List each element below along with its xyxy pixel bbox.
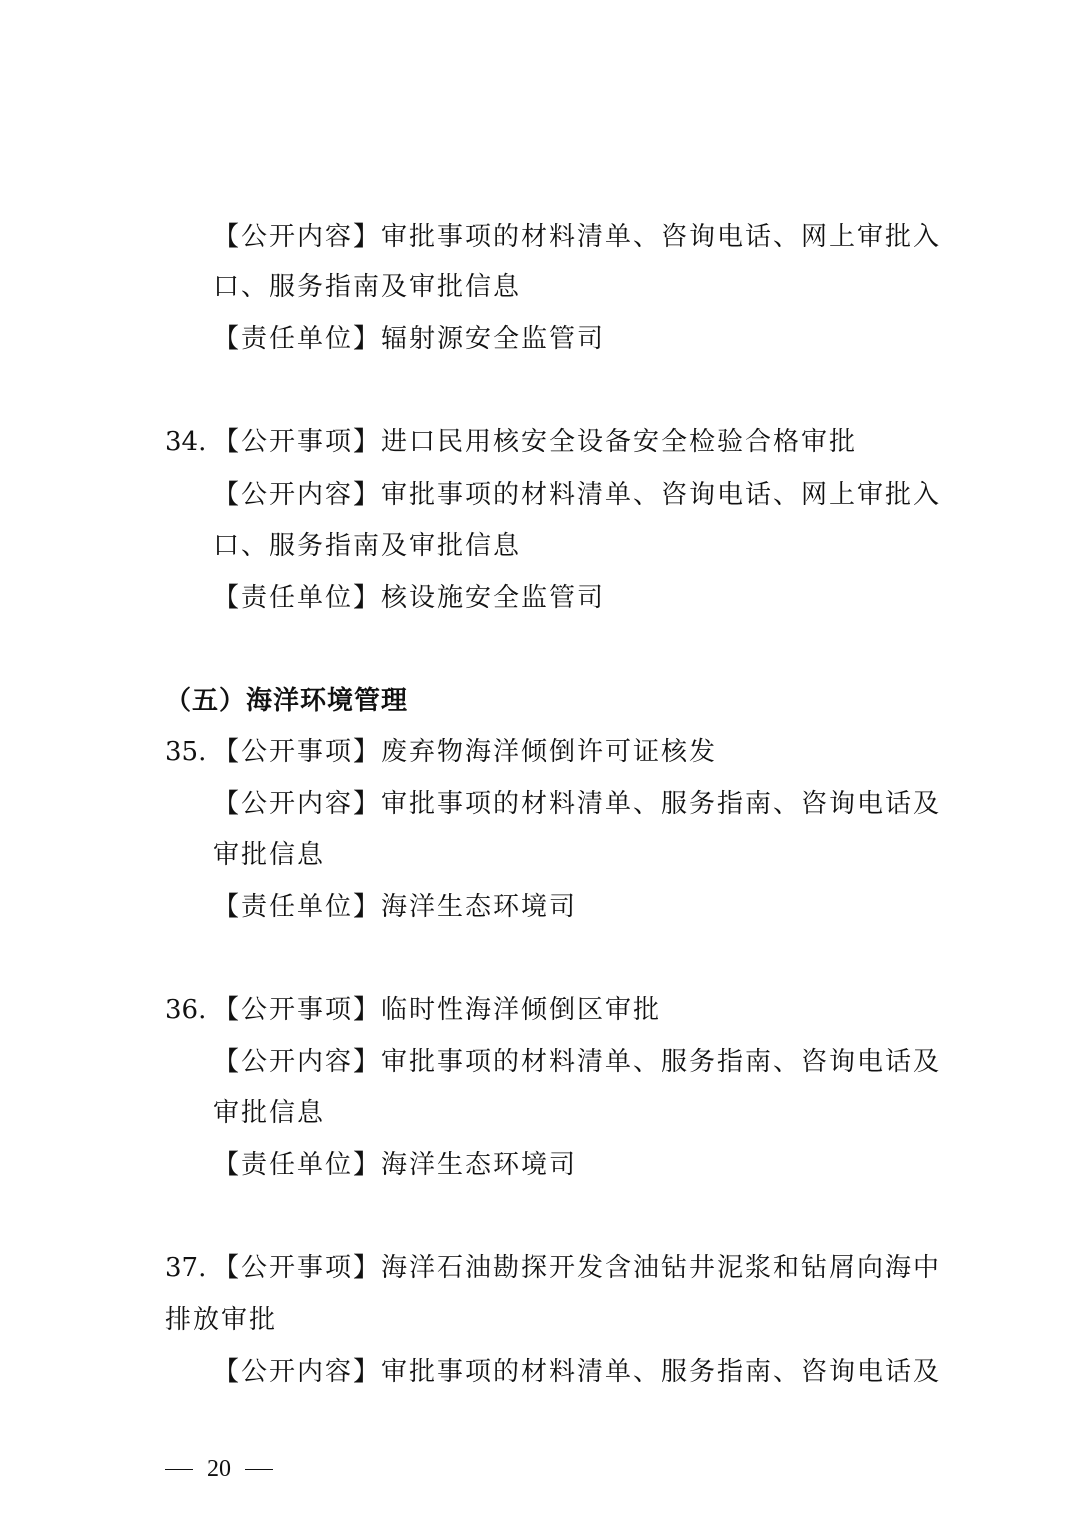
content-line: 【公开内容】审批事项的材料清单、服务指南、咨询电话及 bbox=[213, 789, 942, 819]
responsible-unit-line: 【责任单位】辐射源安全监管司 bbox=[213, 324, 606, 354]
content-line: 【公开内容】审批事项的材料清单、服务指南、咨询电话及 bbox=[213, 1357, 942, 1387]
page-footer bbox=[165, 1452, 273, 1485]
section-heading: （五）海洋环境管理 bbox=[165, 686, 409, 716]
item-35-title bbox=[165, 734, 717, 770]
responsible-unit-line: 【责任单位】海洋生态环境司 bbox=[213, 892, 578, 922]
content-line: 审批信息 bbox=[213, 840, 326, 870]
item-number: 36. bbox=[165, 995, 207, 1025]
page-number: 20 bbox=[207, 1456, 231, 1482]
item-title: 【公开事项】海洋石油勘探开发含油钻井泥浆和钻屑向海中 bbox=[213, 1253, 942, 1283]
item-36-title bbox=[165, 992, 661, 1028]
item-number: 34. bbox=[165, 427, 207, 457]
content-line: 【公开内容】审批事项的材料清单、服务指南、咨询电话及 bbox=[213, 1047, 942, 1077]
item-title: 【公开事项】临时性海洋倾倒区审批 bbox=[213, 995, 662, 1025]
item-37-title bbox=[165, 1250, 941, 1286]
responsible-unit-line: 【责任单位】海洋生态环境司 bbox=[213, 1150, 578, 1180]
item-title: 【公开事项】进口民用核安全设备安全检验合格审批 bbox=[213, 427, 858, 457]
responsible-unit-line: 【责任单位】核设施安全监管司 bbox=[213, 583, 606, 613]
item-34-title bbox=[165, 424, 857, 460]
content-line: 【公开内容】审批事项的材料清单、咨询电话、网上审批入 bbox=[213, 222, 942, 252]
item-number: 37. bbox=[165, 1253, 207, 1283]
footer-dash-right bbox=[245, 1469, 273, 1470]
content-line: 口、服务指南及审批信息 bbox=[213, 272, 522, 302]
footer-dash-left bbox=[165, 1469, 193, 1470]
item-number: 35. bbox=[165, 737, 207, 767]
item-title: 【公开事项】废弃物海洋倾倒许可证核发 bbox=[213, 737, 718, 767]
content-line: 【公开内容】审批事项的材料清单、咨询电话、网上审批入 bbox=[213, 480, 942, 510]
content-line: 口、服务指南及审批信息 bbox=[213, 531, 522, 561]
item-37-title-continued: 排放审批 bbox=[165, 1305, 278, 1335]
content-line: 审批信息 bbox=[213, 1098, 326, 1128]
